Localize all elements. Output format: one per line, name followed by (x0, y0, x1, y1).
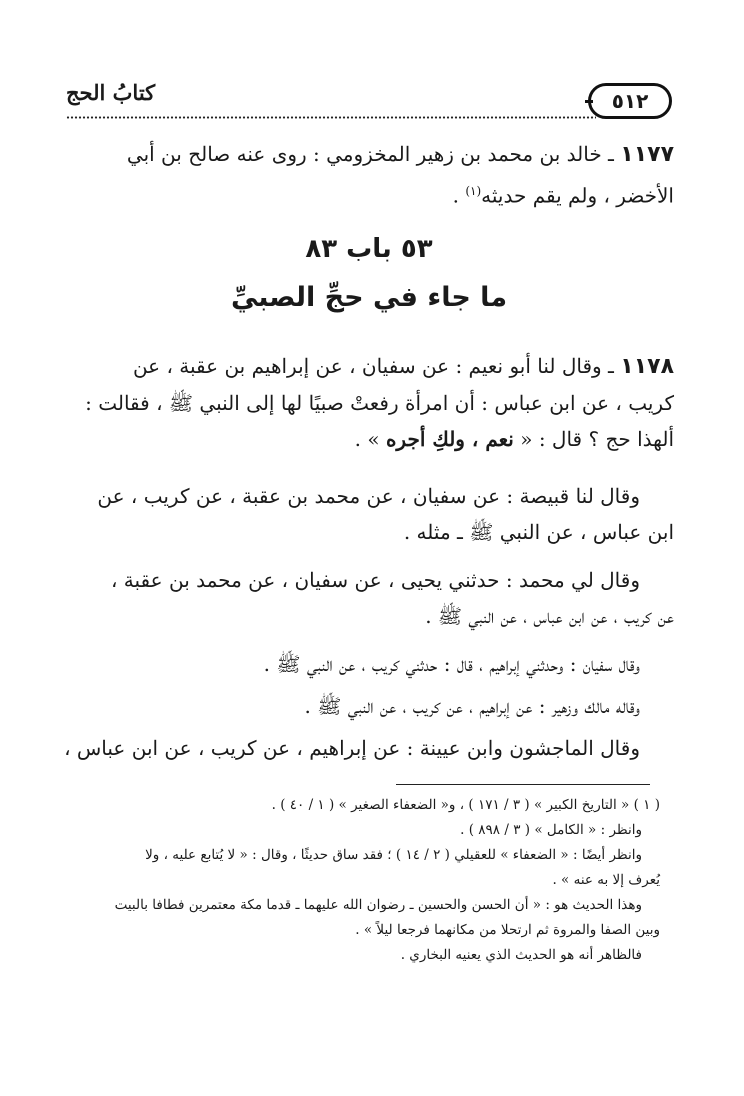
footnote-line: وانظر أيضًا : « الضعفاء » للعقيلي ( ٢ / ١٤ ) ؛ فقد ساق حديثًا ، وقال : « لا يُتابع عليه ، ولا (145, 847, 642, 863)
footnote-line: وهذا الحديث هو : « أن الحسن والحسين ـ رضوان الله عليهما ـ قدما مكة معتمرين فطافا بالبيت (114, 897, 642, 913)
chapter-heading: ٥٣ باب ٨٣ (305, 234, 433, 264)
footnotes (60, 794, 660, 966)
footnote-line: يُعرف إلا به عنه » . (552, 872, 660, 888)
page-number-badge (588, 83, 672, 119)
entry-1178-line-1: ١١٧٨ ـ وقال لنا أبو نعيم : عن سفيان ، عن إبراهيم بن عقبة ، عن (132, 354, 674, 379)
entry-number: ١١٧٨ (620, 354, 674, 379)
page-number: ٥١٢ (611, 89, 649, 113)
footnote-line: وبين الصفا والمروة ثم ارتحلا من مكانهما فرجعا ليلاً » . (355, 922, 660, 938)
paragraph-malik: وقاله مالك وزهير : عن إبراهيم ، عن كريب ، عن النبي ﷺ . (304, 694, 640, 718)
footnote-separator (396, 784, 650, 785)
chapter-subheading: ما جاء في حجِّ الصبيِّ (230, 282, 508, 313)
paragraph-sufyan: وقال سفيان : وحدثني إبراهيم ، قال : حدثني كريب ، عن النبي ﷺ . (263, 652, 640, 676)
footnote-line: ( ١ ) « التاريخ الكبير » ( ٣ / ١٧١ ) ، و« الضعفاء الصغير » ( ١ / ٤٠ ) . (271, 797, 660, 813)
entry-1178-line-3: ألهذا حج ؟ قال : « نعم ، ولكِ أجره » . (354, 427, 674, 451)
running-title: كتابُ الحج (66, 80, 156, 105)
entry-number: ١١٧٧ (620, 142, 674, 167)
entry-1178 (64, 348, 674, 457)
entry-1177 (64, 136, 674, 214)
hadith-quote: نعم ، ولكِ أجره (385, 427, 514, 451)
paragraph-qabisa: وقال لنا قبيصة : عن سفيان ، عن محمد بن عقبة ، عن كريب ، عن ابن عباس ، عن النبي ﷺ ـ مثله . (97, 484, 674, 544)
entry-1178-line-2: كريب ، عن ابن عباس : أن امرأة رفعتْ صبيًا لها إلى النبي ﷺ ، فقالت : (85, 391, 674, 415)
footnote-marker[interactable]: (١) (465, 184, 482, 198)
paragraph-majishun: وقال الماجشون وابن عيينة : عن إبراهيم ، عن كريب ، عن ابن عباس ، (64, 736, 640, 760)
paragraph-muhammad: وقال لي محمد : حدثني يحيى ، عن سفيان ، عن محمد بن عقبة ، عن كريب ، عن ابن عباس ، عن النبي ﷺ . (110, 568, 674, 628)
footnote-line: فالظاهر أنه هو الحديث الذي يعنيه البخاري . (400, 947, 642, 963)
header-dotted-rule (66, 114, 596, 121)
entry-1177-line-2: الأخضر ، ولم يقم حديثه$^{(١)}$ . (452, 183, 674, 208)
footnote-line: وانظر : « الكامل » ( ٣ / ٨٩٨ ) . (460, 822, 642, 838)
entry-1177-line-1: ١١٧٧ ـ خالد بن محمد بن زهير المخزومي : روى عنه صالح بن أبي (126, 142, 674, 167)
